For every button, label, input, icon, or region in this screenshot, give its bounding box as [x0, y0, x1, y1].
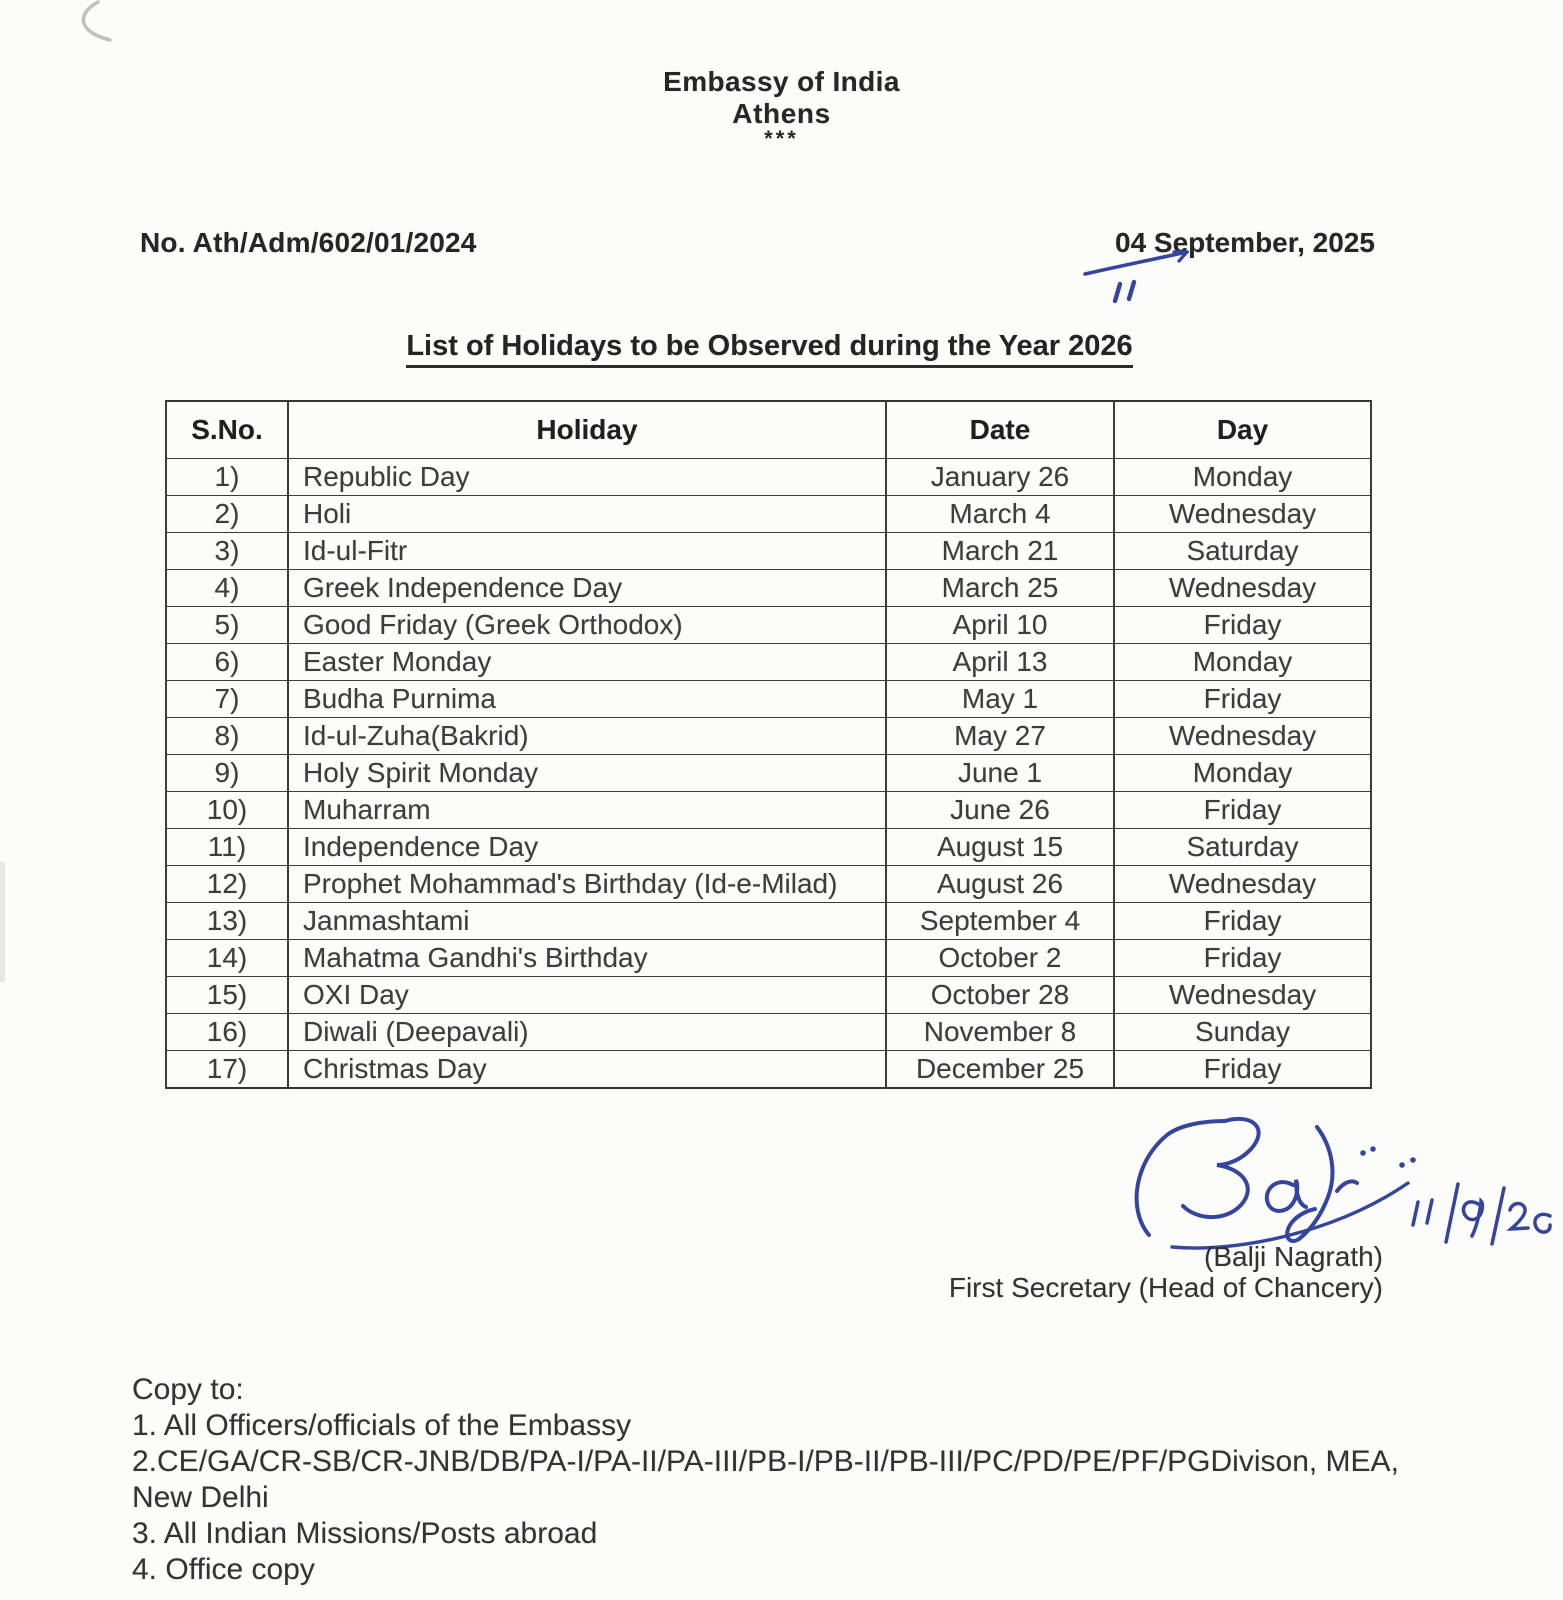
table-row: [166, 496, 1371, 533]
table-row: [166, 607, 1371, 644]
holiday-cell: Good Friday (Greek Orthodox): [288, 607, 886, 644]
copy-to-section: [132, 1372, 1447, 1588]
copy-to-label: Copy to:: [132, 1373, 244, 1406]
day-cell: Sunday: [1114, 1014, 1371, 1051]
sno-cell: 17): [166, 1051, 288, 1089]
date-cell: June 1: [886, 755, 1114, 792]
day-cell: Friday: [1114, 903, 1371, 940]
sno-cell: 10): [166, 792, 288, 829]
day-cell: Wednesday: [1114, 570, 1371, 607]
signature-handwritten: [1085, 1105, 1425, 1255]
holiday-cell: OXI Day: [288, 977, 886, 1014]
sno-cell: 11): [166, 829, 288, 866]
holidays-table-header: [166, 401, 1371, 459]
date-cell: June 26: [886, 792, 1114, 829]
day-cell: Friday: [1114, 792, 1371, 829]
table-row: [166, 866, 1371, 903]
copy-to-item: 1. All Officers/officials of the Embassy: [132, 1409, 632, 1442]
table-row: [166, 903, 1371, 940]
table-row: [166, 755, 1371, 792]
date-cell: October 28: [886, 977, 1114, 1014]
holiday-cell: Republic Day: [288, 459, 886, 496]
holiday-cell: Id-ul-Fitr: [288, 533, 886, 570]
table-row: [166, 570, 1371, 607]
table-row: [166, 533, 1371, 570]
date-cell: December 25: [886, 1051, 1114, 1089]
date-cell: October 2: [886, 940, 1114, 977]
date-cell: September 4: [886, 903, 1114, 940]
holiday-cell: Easter Monday: [288, 644, 886, 681]
sno-cell: 13): [166, 903, 288, 940]
holiday-cell: Mahatma Gandhi's Birthday: [288, 940, 886, 977]
date-cell: August 26: [886, 866, 1114, 903]
table-row: [166, 940, 1371, 977]
scan-artifact-mark: [58, 0, 128, 50]
day-cell: Wednesday: [1114, 718, 1371, 755]
scan-edge-smudge: [0, 862, 5, 982]
day-cell: Friday: [1114, 940, 1371, 977]
document-title: List of Holidays to be Observed during the Year 2026: [0, 330, 1539, 363]
sno-cell: 5): [166, 607, 288, 644]
holiday-cell: Janmashtami: [288, 903, 886, 940]
column-header: S.No.: [166, 401, 288, 459]
sno-cell: 6): [166, 644, 288, 681]
letterhead-city: Athens: [732, 98, 831, 129]
day-cell: Monday: [1114, 644, 1371, 681]
copy-to-item: 4. Office copy: [132, 1553, 315, 1586]
date-cell: March 4: [886, 496, 1114, 533]
holiday-cell: Holy Spirit Monday: [288, 755, 886, 792]
table-row: [166, 681, 1371, 718]
day-cell: Wednesday: [1114, 977, 1371, 1014]
table-row: [166, 644, 1371, 681]
table-row: [166, 977, 1371, 1014]
column-header: Date: [886, 401, 1114, 459]
holidays-table-body: [166, 459, 1371, 1089]
day-cell: Friday: [1114, 681, 1371, 718]
holiday-cell: Prophet Mohammad's Birthday (Id-e-Milad): [288, 866, 886, 903]
date-cell: March 21: [886, 533, 1114, 570]
sno-cell: 9): [166, 755, 288, 792]
letter-date: 04 September, 2025: [1115, 227, 1375, 258]
day-cell: Wednesday: [1114, 866, 1371, 903]
date-cell: August 15: [886, 829, 1114, 866]
copy-to-item: 3. All Indian Missions/Posts abroad: [132, 1517, 598, 1550]
date-cell: May 1: [886, 681, 1114, 718]
table-row: [166, 1051, 1371, 1089]
table-row: [166, 459, 1371, 496]
day-cell: Monday: [1114, 459, 1371, 496]
holiday-cell: Budha Purnima: [288, 681, 886, 718]
holidays-table: [165, 400, 1372, 1089]
sno-cell: 14): [166, 940, 288, 977]
holiday-cell: Muharram: [288, 792, 886, 829]
table-row: [166, 1014, 1371, 1051]
day-cell: Friday: [1114, 1051, 1371, 1089]
table-row: [166, 829, 1371, 866]
holiday-cell: Diwali (Deepavali): [288, 1014, 886, 1051]
holiday-cell: Id-ul-Zuha(Bakrid): [288, 718, 886, 755]
copy-to-item: 2.CE/GA/CR-SB/CR-JNB/DB/PA-I/PA-II/PA-III/PB-I/PB-II/PB-III/PC/PD/PE/PF/PGDivison, MEA, New Delhi: [132, 1445, 1399, 1514]
date-cell: November 8: [886, 1014, 1114, 1051]
day-cell: Monday: [1114, 755, 1371, 792]
date-cell: April 10: [886, 607, 1114, 644]
day-cell: Wednesday: [1114, 496, 1371, 533]
table-row: [166, 792, 1371, 829]
column-header: Holiday: [288, 401, 886, 459]
holiday-cell: Independence Day: [288, 829, 886, 866]
sno-cell: 4): [166, 570, 288, 607]
signatory-designation: First Secretary (Head of Chancery): [948, 1272, 1383, 1303]
holiday-cell: Greek Independence Day: [288, 570, 886, 607]
table-row: [166, 718, 1371, 755]
day-cell: Friday: [1114, 607, 1371, 644]
date-cell: March 25: [886, 570, 1114, 607]
holiday-cell: Holi: [288, 496, 886, 533]
day-cell: Saturday: [1114, 829, 1371, 866]
holiday-cell: Christmas Day: [288, 1051, 886, 1089]
sno-cell: 15): [166, 977, 288, 1014]
signature-handwritten-date: [1402, 1178, 1562, 1253]
reference-number: No. Ath/Adm/602/01/2024: [140, 227, 477, 258]
sno-cell: 12): [166, 866, 288, 903]
date-cell: April 13: [886, 644, 1114, 681]
sno-cell: 2): [166, 496, 288, 533]
copy-to-list: [132, 1408, 1447, 1588]
handwritten-date-correction-mark: [1075, 240, 1205, 310]
sno-cell: 8): [166, 718, 288, 755]
sno-cell: 16): [166, 1014, 288, 1051]
sno-cell: 7): [166, 681, 288, 718]
letterhead-stars: ***: [764, 126, 799, 151]
header-row: [166, 401, 1371, 459]
signatory-name: (Balji Nagrath): [1204, 1241, 1383, 1272]
date-cell: May 27: [886, 718, 1114, 755]
day-cell: Saturday: [1114, 533, 1371, 570]
column-header: Day: [1114, 401, 1371, 459]
date-cell: January 26: [886, 459, 1114, 496]
letterhead-org: Embassy of India: [663, 66, 900, 97]
sno-cell: 1): [166, 459, 288, 496]
sno-cell: 3): [166, 533, 288, 570]
